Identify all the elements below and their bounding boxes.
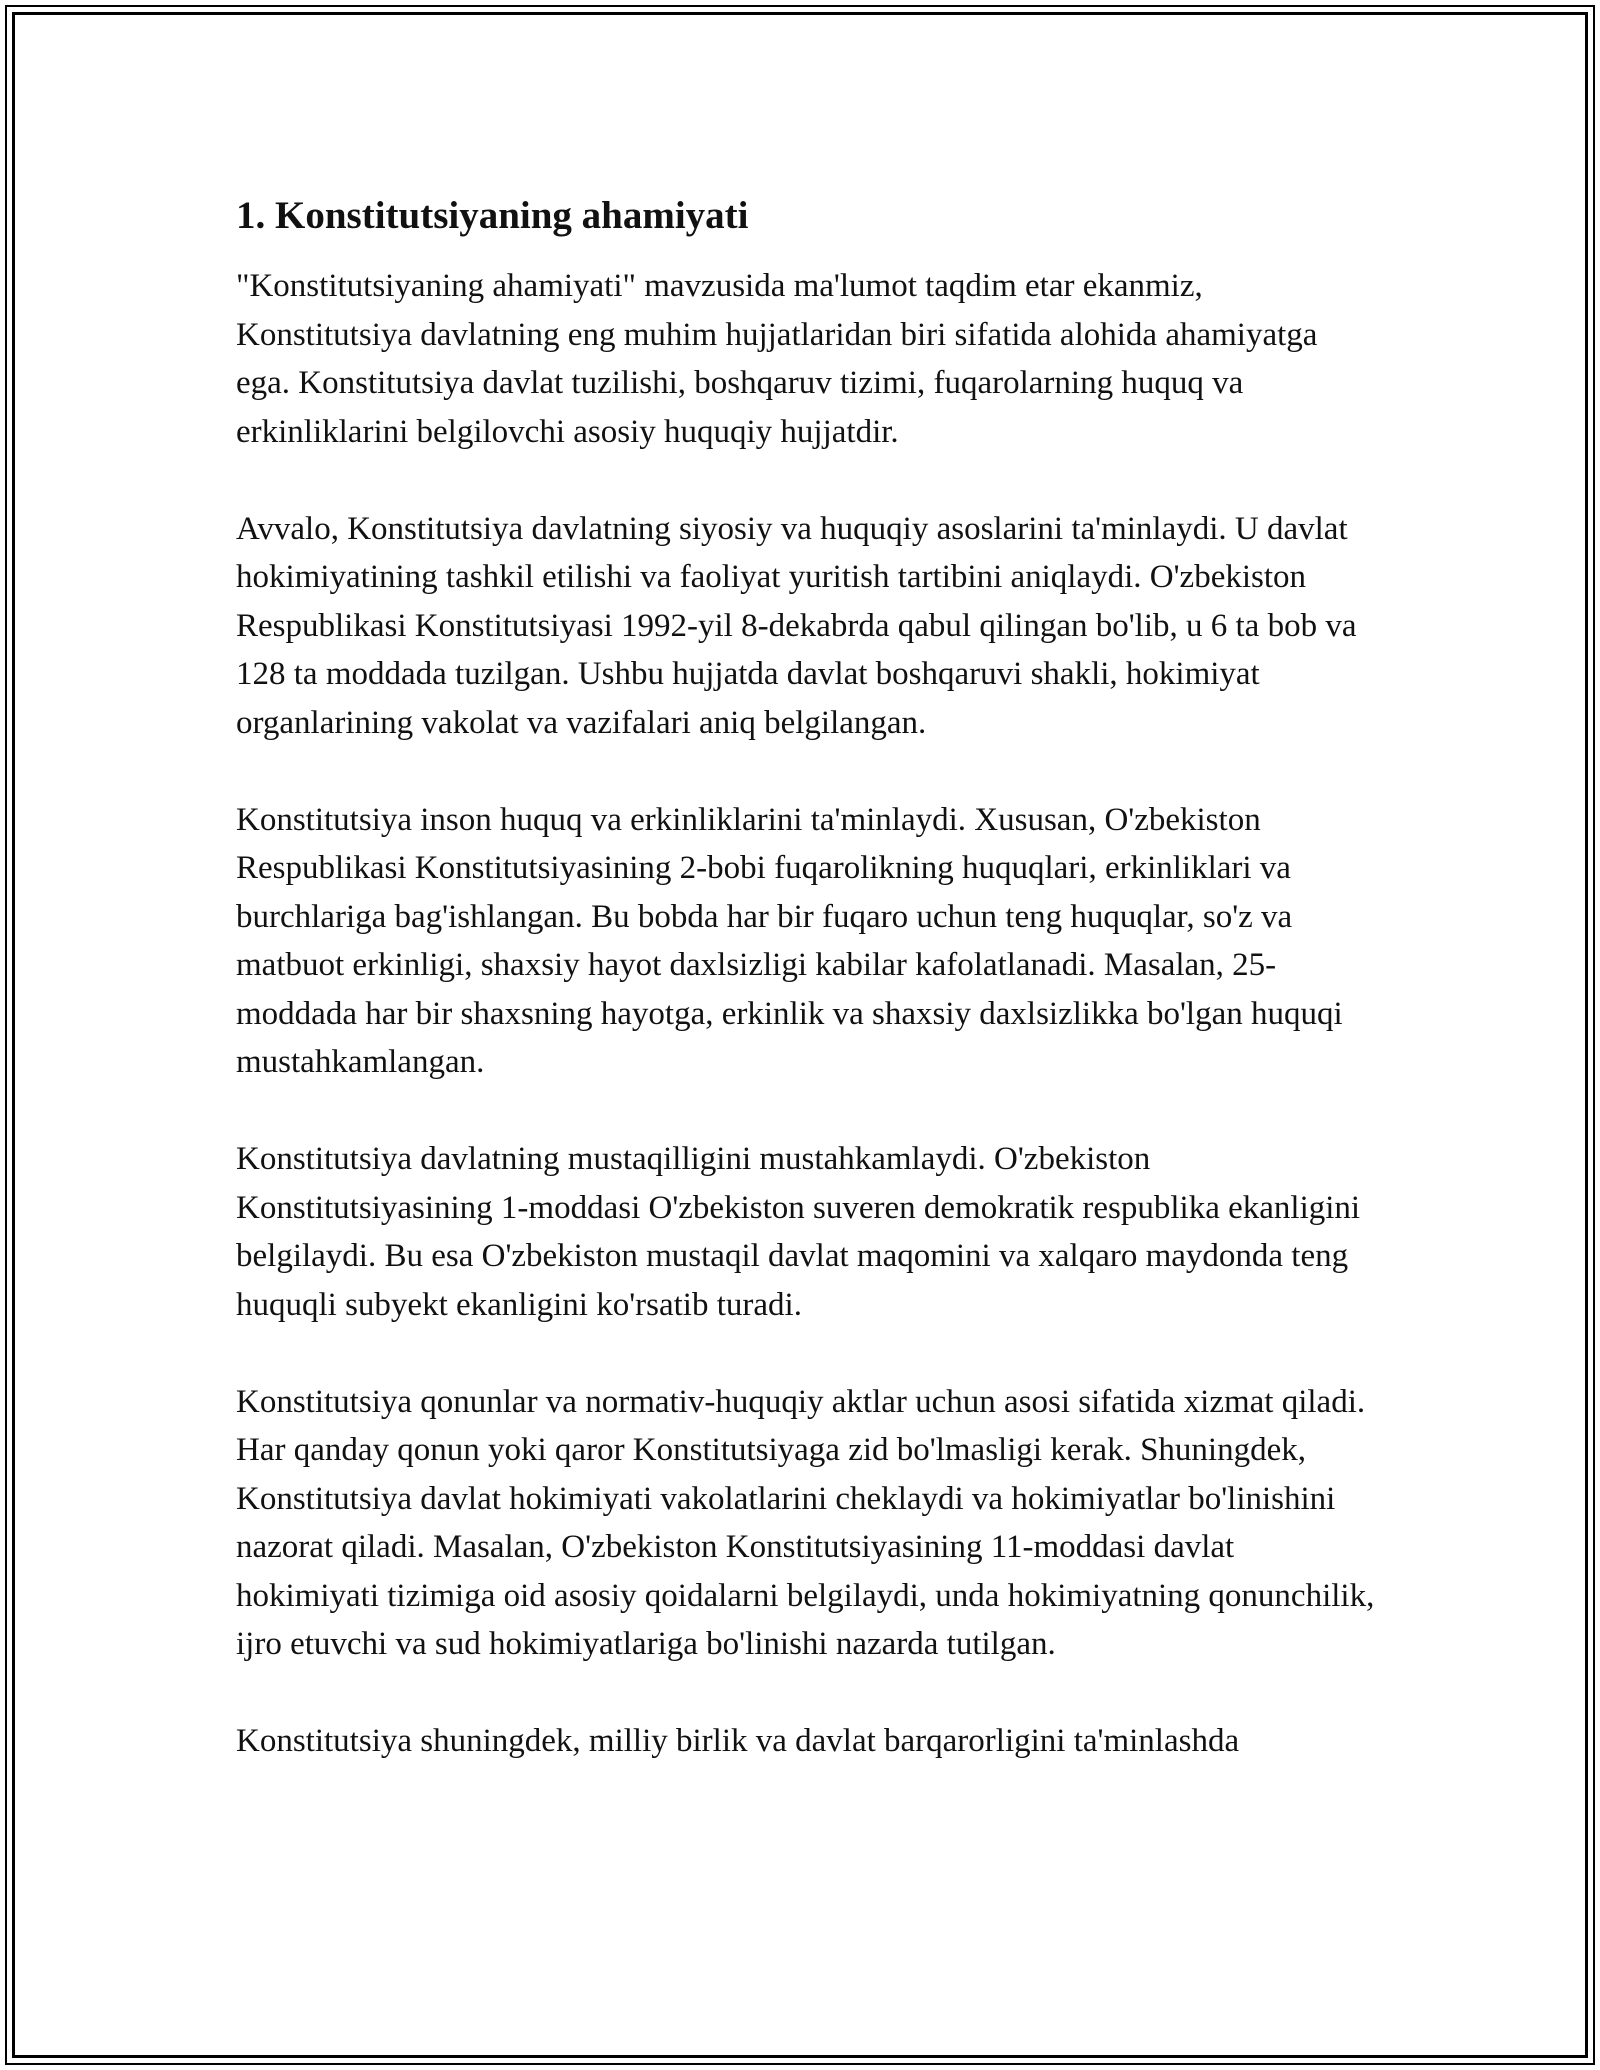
paragraph-3: Konstitutsiya inson huquq va erkinliklarini ta'minlaydi. Xususan, O'zbekiston Respublikasi Konstitutsiyasining 2-bobi fuqarolikning huquqlari, erkinliklari va burchlariga bag'ishlangan. Bu bobda har bir fuqaro uchun teng huquqlar, so'z va matbuot erkinligi, shaxsiy hayot daxlsizligi kabilar kafolatlanadi. Masalan, 25-moddada har bir shaxsning hayotga, erkinlik va shaxsiy daxlsizlikka bo'lgan huquqi mustahkamlangan. <box>236 801 1343 1080</box>
document-body <box>236 184 1376 1766</box>
section-heading: 1. Konstitutsiyaning ahamiyati <box>236 194 749 237</box>
paragraph-2: Avvalo, Konstitutsiya davlatning siyosiy va huquqiy asoslarini ta'minlaydi. U davlat hokimiyatining tashkil etilishi va faoliyat yuritish tartibini aniqlaydi. O'zbekiston Respublikasi Konstitutsiyasi 1992-yil 8-dekabrda qabul qilingan bo'lib, u 6 ta bob va 128 ta moddada tuzilgan. Ushbu hujjatda davlat boshqaruvi shakli, hokimiyat organlarining vakolat va vazifalari aniq belgilangan. <box>236 510 1357 741</box>
paragraph-1: "Konstitutsiyaning ahamiyati" mavzusida ma'lumot taqdim etar ekanmiz, Konstitutsiya davlatning eng muhim hujjatlaridan biri sifatida alohida ahamiyatga ega. Konstitutsiya davlat tuzilishi, boshqaruv tizimi, fuqarolarning huquq va erkinliklarini belgilovchi asosiy huquqiy hujjatdir. <box>236 268 1318 450</box>
paragraph-4: Konstitutsiya davlatning mustaqilligini mustahkamlaydi. O'zbekiston Konstitutsiyasining 1-moddasi O'zbekiston suveren demokratik respublika ekanligini belgilaydi. Bu esa O'zbekiston mustaqil davlat maqomini va xalqaro maydonda teng huquqli subyekt ekanligini ko'rsatib turadi. <box>236 1141 1361 1323</box>
paragraph-5: Konstitutsiya qonunlar va normativ-huquqiy aktlar uchun asosi sifatida xizmat qiladi. Har qanday qonun yoki qaror Konstitutsiyaga zid bo'lmasligi kerak. Shuningdek, Konstitutsiya davlat hokimiyati vakolatlarini cheklaydi va hokimiyatlar bo'linishini nazorat qiladi. Masalan, O'zbekiston Konstitutsiyasining 11-moddasi davlat hokimiyati tizimiga oid asosiy qoidalarni belgilaydi, unda hokimiyatning qonunchilik, ijro etuvchi va sud hokimiyatlariga bo'linishi nazarda tutilgan. <box>236 1383 1375 1662</box>
paragraph-6: Konstitutsiya shuningdek, milliy birlik va davlat barqarorligini ta'minlashda <box>236 1723 1240 1759</box>
